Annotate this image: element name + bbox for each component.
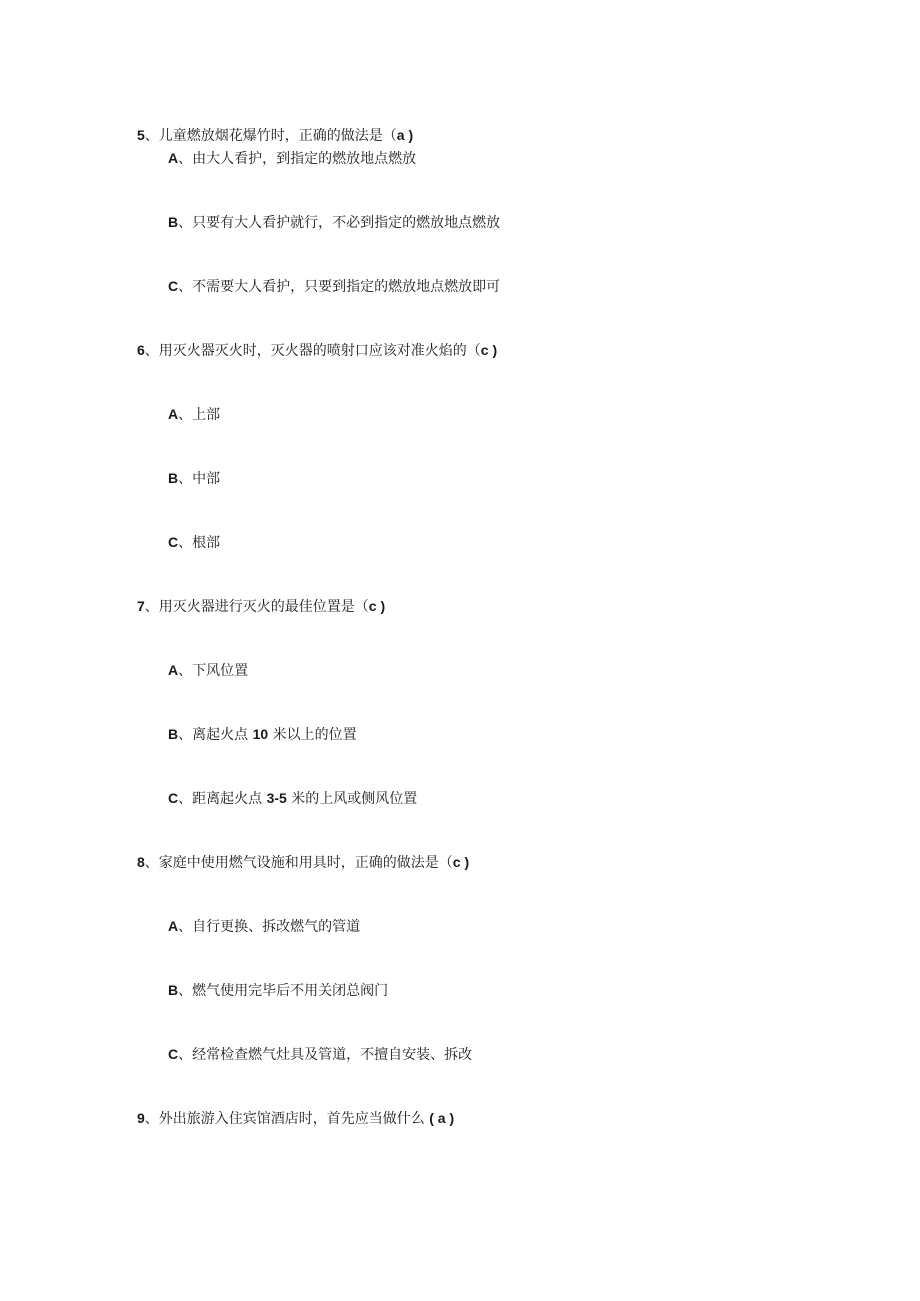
option-text: 、不需要大人看护，只要到指定的燃放地点燃放即可: [178, 279, 501, 295]
question-8: [137, 852, 469, 873]
option-distance-value: 10: [252, 726, 269, 742]
option-c: [168, 532, 220, 553]
question-5: [137, 125, 413, 146]
question-answer: c ): [452, 854, 470, 870]
option-a: [168, 148, 416, 169]
question-text: 、用灭火器进行灭火的最佳位置是（: [144, 599, 369, 615]
question-number: 5: [137, 127, 145, 143]
option-b: [168, 468, 220, 489]
option-text: 、只要有大人看护就行，不必到指定的燃放地点燃放: [178, 215, 501, 231]
question-answer: a ): [396, 127, 414, 143]
option-text-suffix: 米以上的位置: [268, 727, 357, 743]
question-number: 9: [137, 1110, 145, 1126]
question-number: 7: [137, 598, 145, 614]
option-text: 、自行更换、拆改燃气的管道: [178, 919, 361, 935]
option-text-prefix: 、距离起火点: [178, 791, 267, 807]
option-text: 、根部: [178, 535, 221, 551]
option-letter: A: [168, 406, 179, 422]
question-text: 、儿童燃放烟花爆竹时，正确的做法是（: [144, 128, 397, 144]
option-letter: A: [168, 662, 179, 678]
option-a: [168, 404, 220, 425]
option-c: [168, 276, 500, 297]
option-letter: A: [168, 918, 179, 934]
question-number: 6: [137, 342, 145, 358]
option-b: [168, 980, 388, 1001]
question-text: 、外出旅游入住宾馆酒店时，首先应当做什么: [144, 1111, 425, 1127]
option-letter: C: [168, 278, 179, 294]
question-6: [137, 340, 497, 361]
option-letter: C: [168, 534, 179, 550]
option-letter: A: [168, 150, 179, 166]
option-text: 、上部: [178, 407, 221, 423]
option-letter: B: [168, 214, 179, 230]
option-c: [168, 1044, 472, 1065]
option-distance-value: 3-5: [266, 790, 287, 806]
option-text-suffix: 米的上风或侧风位置: [286, 791, 418, 807]
option-text: 、燃气使用完毕后不用关闭总阀门: [178, 983, 389, 999]
option-letter: C: [168, 1046, 179, 1062]
question-number: 8: [137, 854, 145, 870]
option-text: 、由大人看护，到指定的燃放地点燃放: [178, 151, 417, 167]
question-9: [137, 1108, 454, 1129]
option-b: [168, 724, 357, 745]
option-text-prefix: 、离起火点: [178, 727, 253, 743]
question-text: 、用灭火器灭火时，灭火器的喷射口应该对准火焰的（: [144, 343, 481, 359]
option-letter: B: [168, 726, 179, 742]
question-text: 、家庭中使用燃气设施和用具时，正确的做法是（: [144, 855, 453, 871]
option-text: 、下风位置: [178, 663, 249, 679]
option-text: 、中部: [178, 471, 221, 487]
question-answer: ( a ): [429, 1110, 455, 1126]
option-a: [168, 916, 360, 937]
question-answer: c ): [368, 598, 386, 614]
option-letter: B: [168, 982, 179, 998]
option-b: [168, 212, 500, 233]
question-7: [137, 596, 385, 617]
question-answer: c ): [480, 342, 498, 358]
option-c: [168, 788, 417, 809]
option-letter: B: [168, 470, 179, 486]
option-a: [168, 660, 248, 681]
option-text: 、经常检查燃气灶具及管道，不擅自安装、拆改: [178, 1047, 473, 1063]
option-letter: C: [168, 790, 179, 806]
